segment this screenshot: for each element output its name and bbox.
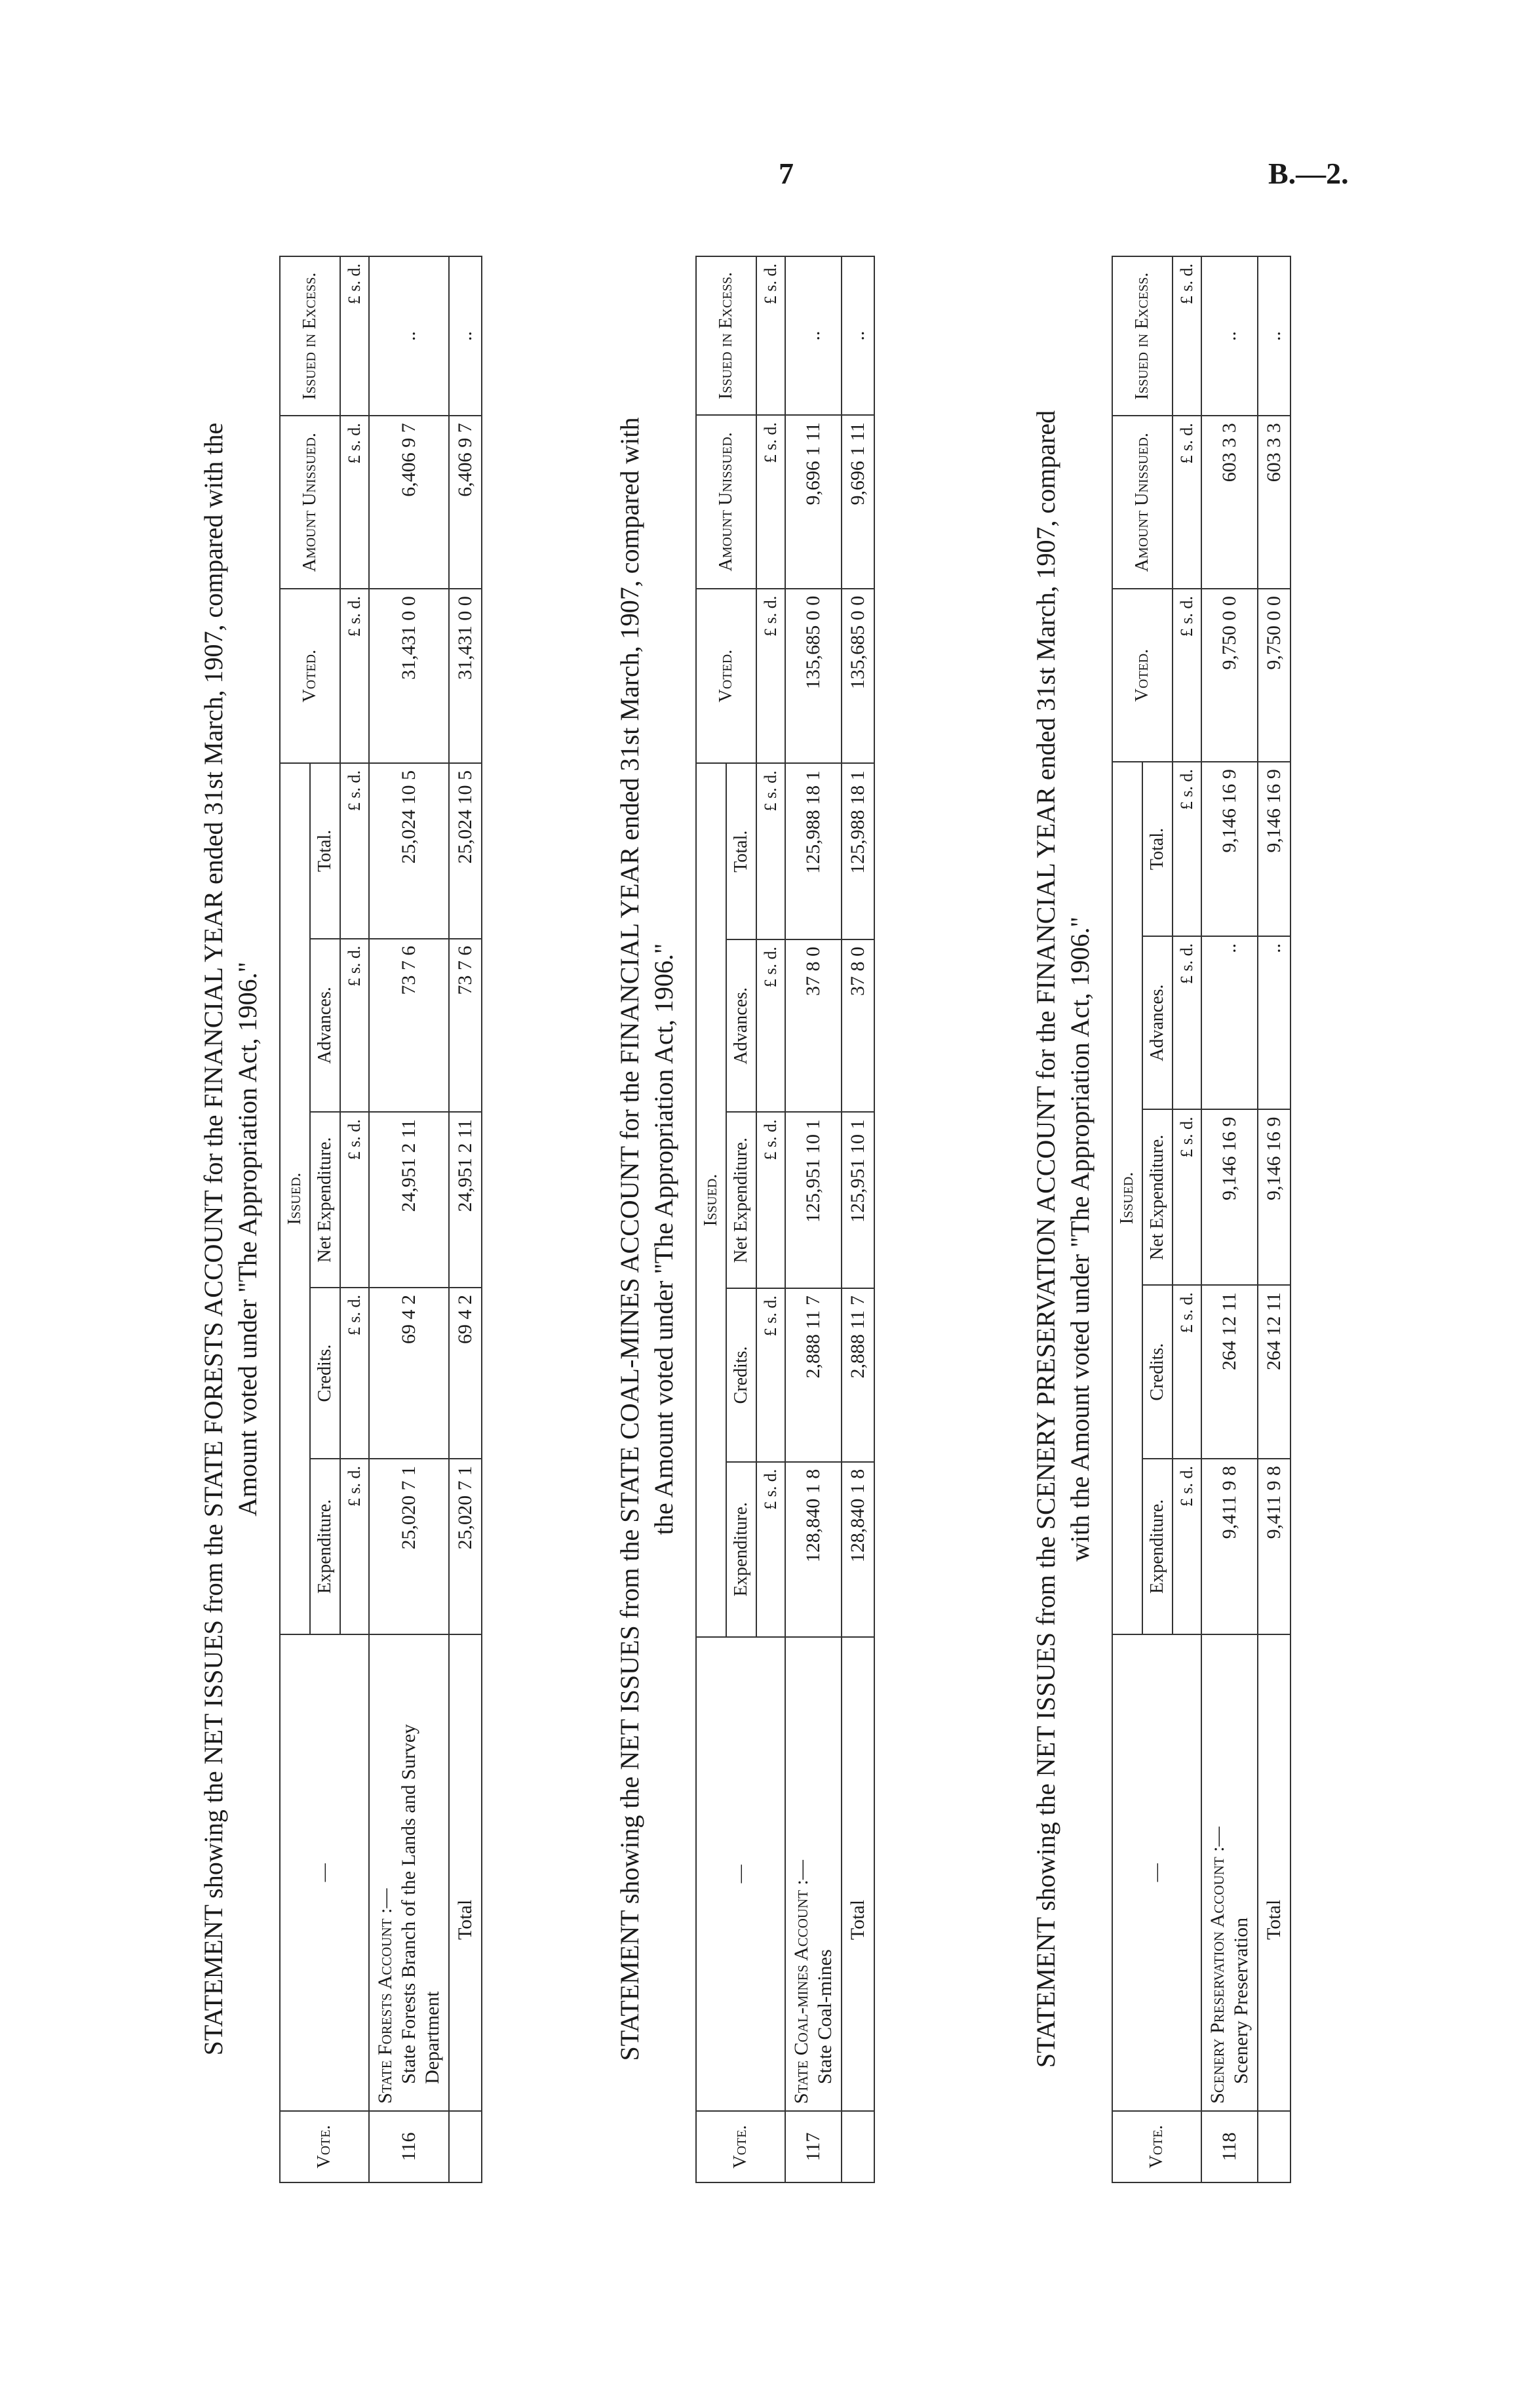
total-credits: 2,888 11 7	[842, 1288, 874, 1462]
vote-number: 116	[369, 2111, 449, 2182]
total-issued-in-excess: ..	[1258, 256, 1290, 416]
total-row	[842, 256, 874, 2182]
account-name: State Coal-mines Account :—	[790, 1860, 812, 2104]
cell-credits: 264 12 11	[1201, 1285, 1258, 1459]
header-total: Total.	[726, 763, 756, 939]
header-expenditure: Expenditure.	[726, 1462, 756, 1637]
statement-title	[197, 256, 265, 2222]
title-line-1: STATEMENT showing the NET ISSUES from the STATE FORESTS ACCOUNT for the FINANCIAL YEAR ended 31st March, 1907, compared with the	[199, 422, 228, 2056]
cell-expenditure: 128,840 1 8	[785, 1462, 842, 1637]
statement-state-forests	[197, 256, 482, 2222]
unit-label: £ s. d.	[756, 939, 785, 1112]
unit-label: £ s. d.	[1173, 1459, 1201, 1634]
cell-issued-in-excess: ..	[1201, 256, 1258, 416]
total-total: 125,988 18 1	[842, 763, 874, 939]
header-issued: Issued.	[696, 763, 726, 1636]
header-expenditure: Expenditure.	[1142, 1459, 1173, 1634]
unit-label: £ s. d.	[340, 1459, 369, 1634]
unit-label: £ s. d.	[1173, 1285, 1201, 1459]
unit-label: £ s. d.	[1173, 416, 1201, 589]
header-vote: Vote.	[696, 2111, 785, 2182]
unit-label: £ s. d.	[1173, 762, 1201, 936]
table-row	[785, 256, 842, 2182]
header-vote: Vote.	[1112, 2111, 1201, 2182]
header-credits: Credits.	[1142, 1285, 1173, 1459]
statement-table	[1112, 256, 1291, 2183]
unit-label: £ s. d.	[756, 415, 785, 589]
header-issued-in-excess: Issued in Excess.	[1112, 256, 1173, 416]
vote-number: 118	[1201, 2111, 1258, 2182]
total-advances: 73 7 6	[449, 939, 482, 1113]
table-row	[1201, 256, 1258, 2182]
total-voted: 31,431 0 0	[449, 589, 482, 763]
vote-blank	[842, 2111, 874, 2182]
header-dash: —	[696, 1637, 785, 2112]
unit-label: £ s. d.	[1173, 936, 1201, 1110]
row-description	[369, 1634, 449, 2111]
cell-credits: 69 4 2	[369, 1288, 449, 1459]
cell-voted: 31,431 0 0	[369, 589, 449, 763]
total-voted: 135,685 0 0	[842, 589, 874, 764]
cell-net-expenditure: 9,146 16 9	[1201, 1109, 1258, 1285]
statement-state-coal-mines	[613, 256, 875, 2222]
cell-advances: 37 8 0	[785, 939, 842, 1112]
cell-advances: ..	[1201, 936, 1258, 1110]
header-total: Total.	[310, 763, 340, 939]
row-description	[1201, 1634, 1258, 2111]
total-expenditure: 25,020 7 1	[449, 1459, 482, 1634]
cell-expenditure: 25,020 7 1	[369, 1459, 449, 1634]
header-amount-unissued: Amount Unissued.	[1112, 416, 1173, 589]
item-name: Scenery Preservation	[1230, 1917, 1252, 2084]
unit-label: £ s. d.	[756, 763, 785, 939]
account-name: Scenery Preservation Account :—	[1207, 1826, 1228, 2104]
title-line-1: STATEMENT showing the NET ISSUES from the STATE COAL-MINES ACCOUNT for the FINANCIAL YEAR ended 31st March, 1907, compared with	[615, 417, 644, 2061]
total-total: 9,146 16 9	[1258, 762, 1290, 936]
header-issued: Issued.	[280, 763, 310, 1634]
total-advances: 37 8 0	[842, 939, 874, 1112]
header-voted: Voted.	[696, 589, 756, 764]
title-line-2: with the Amount voted under "The Appropriation Act, 1906."	[1065, 917, 1095, 1562]
total-row	[449, 256, 482, 2182]
total-net-expenditure: 24,951 2 11	[449, 1112, 482, 1288]
statement-scenery-preservation	[1029, 256, 1291, 2222]
total-amount-unissued: 9,696 1 11	[842, 415, 874, 589]
item-name: State Forests Branch of the Lands and Survey Department	[398, 1724, 443, 2084]
unit-label: £ s. d.	[340, 416, 369, 589]
header-row-top	[696, 256, 726, 2182]
cell-amount-unissued: 9,696 1 11	[785, 415, 842, 589]
unit-label: £ s. d.	[756, 256, 785, 415]
cell-expenditure: 9,411 9 8	[1201, 1459, 1258, 1634]
header-advances: Advances.	[726, 939, 756, 1112]
header-issued-in-excess: Issued in Excess.	[696, 256, 756, 415]
total-net-expenditure: 125,951 10 1	[842, 1112, 874, 1288]
total-label: Total	[449, 1634, 482, 2111]
header-dash: —	[280, 1634, 369, 2111]
vote-blank	[449, 2111, 482, 2182]
page-number: 7	[779, 157, 794, 190]
unit-label: £ s. d.	[756, 589, 785, 764]
header-total: Total.	[1142, 762, 1173, 936]
cell-net-expenditure: 24,951 2 11	[369, 1112, 449, 1288]
cell-net-expenditure: 125,951 10 1	[785, 1112, 842, 1288]
unit-label: £ s. d.	[1173, 589, 1201, 762]
item-name: State Coal-mines	[814, 1949, 836, 2085]
unit-label: £ s. d.	[1173, 256, 1201, 416]
header-voted: Voted.	[280, 589, 340, 763]
vote-number: 117	[785, 2111, 842, 2182]
cell-total: 25,024 10 5	[369, 763, 449, 939]
statement-table	[695, 256, 875, 2183]
total-label: Total	[1258, 1634, 1290, 2111]
cell-total: 125,988 18 1	[785, 763, 842, 939]
total-issued-in-excess: ..	[449, 256, 482, 416]
total-credits: 69 4 2	[449, 1288, 482, 1459]
total-voted: 9,750 0 0	[1258, 589, 1290, 762]
header-dash: —	[1112, 1634, 1201, 2111]
header-amount-unissued: Amount Unissued.	[696, 415, 756, 589]
unit-label: £ s. d.	[1173, 1109, 1201, 1285]
cell-total: 9,146 16 9	[1201, 762, 1258, 936]
unit-label: £ s. d.	[340, 763, 369, 939]
total-amount-unissued: 6,406 9 7	[449, 416, 482, 589]
cell-credits: 2,888 11 7	[785, 1288, 842, 1462]
account-name: State Forests Account :—	[374, 1888, 396, 2104]
cell-advances: 73 7 6	[369, 939, 449, 1113]
statement-table	[279, 256, 482, 2183]
statement-title	[1029, 256, 1097, 2222]
header-row-top	[1112, 256, 1142, 2182]
header-net-expenditure: Net Expenditure.	[1142, 1109, 1173, 1285]
cell-issued-in-excess: ..	[785, 256, 842, 415]
statement-title	[613, 256, 681, 2222]
unit-label: £ s. d.	[756, 1288, 785, 1462]
header-vote: Vote.	[280, 2111, 369, 2182]
total-net-expenditure: 9,146 16 9	[1258, 1109, 1290, 1285]
total-expenditure: 128,840 1 8	[842, 1462, 874, 1637]
header-net-expenditure: Net Expenditure.	[310, 1112, 340, 1288]
cell-voted: 135,685 0 0	[785, 589, 842, 764]
unit-label: £ s. d.	[756, 1462, 785, 1637]
unit-label: £ s. d.	[340, 1112, 369, 1288]
unit-label: £ s. d.	[756, 1112, 785, 1288]
total-total: 25,024 10 5	[449, 763, 482, 939]
page-code: B.—2.	[1268, 157, 1349, 190]
header-amount-unissued: Amount Unissued.	[280, 416, 340, 589]
header-credits: Credits.	[310, 1288, 340, 1459]
total-row	[1258, 256, 1290, 2182]
unit-label: £ s. d.	[340, 589, 369, 763]
cell-amount-unissued: 6,406 9 7	[369, 416, 449, 589]
unit-label: £ s. d.	[340, 256, 369, 416]
cell-issued-in-excess: ..	[369, 256, 449, 416]
header-row-top	[280, 256, 310, 2182]
total-issued-in-excess: ..	[842, 256, 874, 415]
vote-blank	[1258, 2111, 1290, 2182]
header-advances: Advances.	[1142, 936, 1173, 1110]
total-advances: ..	[1258, 936, 1290, 1110]
title-line-2: the Amount voted under "The Appropriation Act, 1906."	[649, 943, 678, 1535]
total-label: Total	[842, 1637, 874, 2112]
unit-label: £ s. d.	[340, 1288, 369, 1459]
header-net-expenditure: Net Expenditure.	[726, 1112, 756, 1288]
total-credits: 264 12 11	[1258, 1285, 1290, 1459]
table-row	[369, 256, 449, 2182]
cell-amount-unissued: 603 3 3	[1201, 416, 1258, 589]
header-voted: Voted.	[1112, 589, 1173, 762]
header-issued: Issued.	[1112, 762, 1142, 1634]
title-line-1: STATEMENT showing the NET ISSUES from the SCENERY PRESERVATION ACCOUNT for the FINANCIAL YEAR ended 31st March, 1907, compared	[1031, 410, 1060, 2068]
unit-label: £ s. d.	[340, 939, 369, 1113]
total-expenditure: 9,411 9 8	[1258, 1459, 1290, 1634]
header-advances: Advances.	[310, 939, 340, 1113]
header-issued-in-excess: Issued in Excess.	[280, 256, 340, 416]
header-credits: Credits.	[726, 1288, 756, 1462]
total-amount-unissued: 603 3 3	[1258, 416, 1290, 589]
cell-voted: 9,750 0 0	[1201, 589, 1258, 762]
header-expenditure: Expenditure.	[310, 1459, 340, 1634]
row-description	[785, 1637, 842, 2112]
title-line-2: Amount voted under "The Appropriation Act, 1906."	[233, 962, 262, 1516]
